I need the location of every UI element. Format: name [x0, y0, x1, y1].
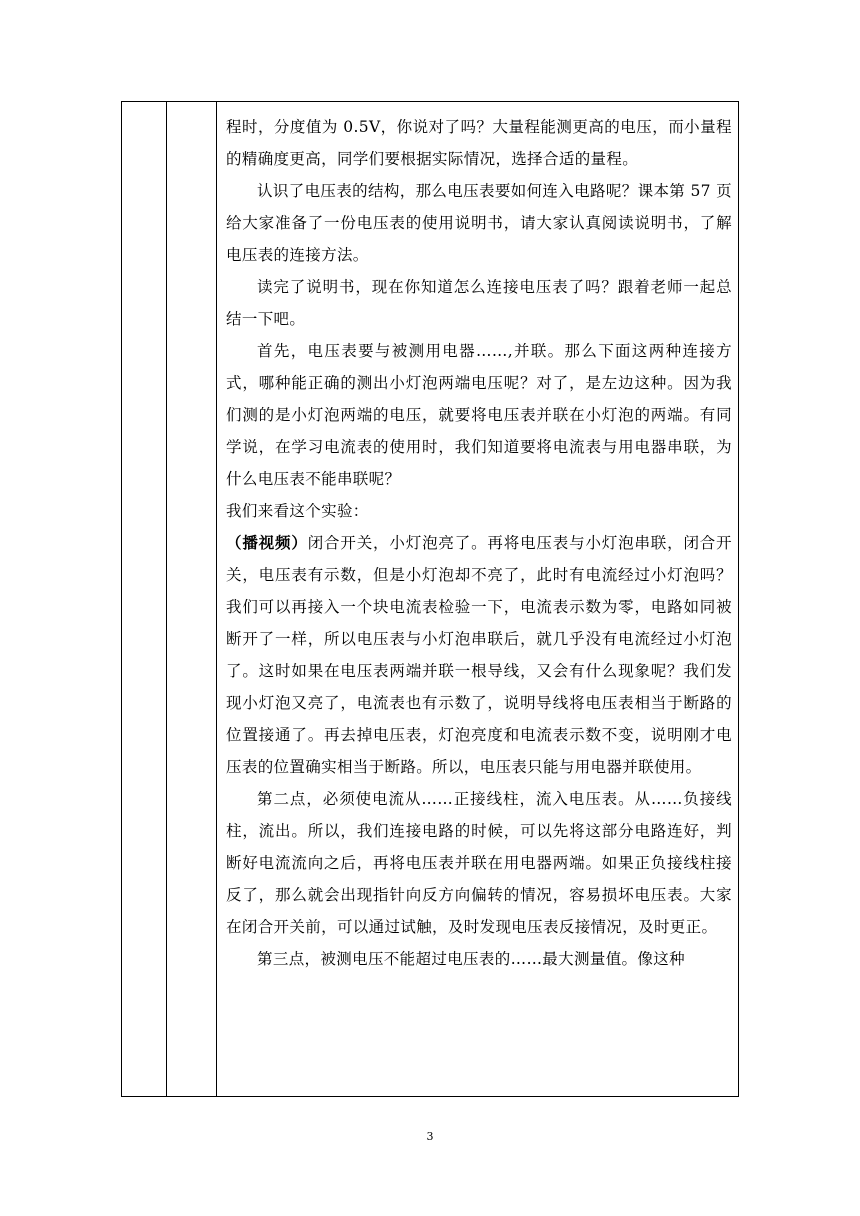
video-label: （播视频）: [226, 533, 308, 552]
empty-cell-2: [167, 102, 217, 1097]
lesson-table: [121, 101, 739, 1097]
table-row: [122, 102, 739, 1097]
paragraph-6: [226, 527, 732, 783]
paragraph-4: 首先，电压表要与被测用电器……,并联。那么下面这两种连接方式，哪种能正确的测出小灯泡两端电压呢？对了，是左边这种。因为我们测的是小灯泡两端的电压，就要将电压表并联在小灯泡的两端。有同学说，在学习电流表的使用时，我们知道要将电流表与用电器串联，为什么电压表不能串联呢？: [226, 342, 732, 488]
paragraph-2: 认识了电压表的结构，那么电压表要如何连入电路呢？课本第 57 页给大家准备了一份电压表的使用说明书，请大家认真阅读说明书，了解电压表的连接方法。: [226, 182, 732, 264]
paragraph-6-text: 闭合开关，小灯泡亮了。再将电压表与小灯泡串联，闭合开关，电压表有示数，但是小灯泡却不亮了，此时有电流经过小灯泡吗？我们可以再接入一个块电流表检验一下，电流表示数为零，电路如同被断开了一样，所以电压表与小灯泡串联后，就几乎没有电流经过小灯泡了。这时如果在电压表两端并联一根导线，又会有什么现象呢？我们发现小灯泡又亮了，电流表也有示数了，说明导线将电压表相当于断路的位置接通了。再去掉电压表，灯泡亮度和电流表示数不变，说明刚才电压表的位置确实相当于断路。所以，电压表只能与用电器并联使用。: [226, 534, 732, 776]
paragraph-3: 读完了说明书，现在你知道怎么连接电压表了吗？跟着老师一起总结一下吧。: [226, 278, 732, 328]
paragraph-1: 程时，分度值为 0.5V，你说对了吗？大量程能测更高的电压，而小量程的精确度更高，同学们要根据实际情况，选择合适的量程。: [226, 118, 732, 168]
paragraph-5: 我们来看这个实验：: [226, 502, 369, 520]
content-body: [226, 102, 732, 975]
paragraph-7: 第二点，必须使电流从……正接线柱，流入电压表。从……负接线柱，流出。所以，我们连接电路的时候，可以先将这部分电路连好，判断好电流流向之后，再将电压表并联在用电器两端。如果正负接线柱接反了，那么就会出现指针向反方向偏转的情况，容易损坏电压表。大家在闭合开关前，可以通过试触，及时发现电压表反接情况，及时更正。: [226, 790, 732, 936]
paragraph-8: 第三点，被测电压不能超过电压表的……最大测量值。像这种: [257, 950, 685, 968]
content-cell: [217, 102, 739, 1097]
empty-cell-1: [122, 102, 167, 1097]
page-number: 3: [426, 1130, 434, 1143]
